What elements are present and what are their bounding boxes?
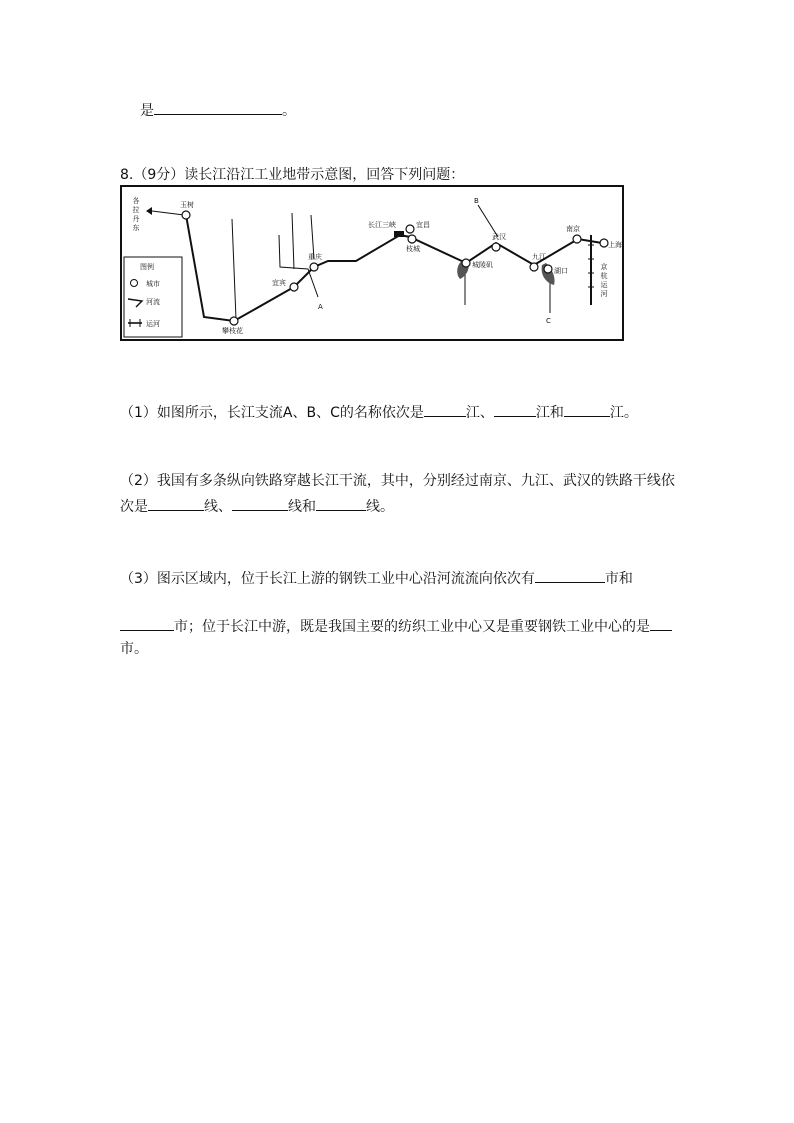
prev-answer-blank[interactable] xyxy=(154,100,282,115)
q1-blank-b[interactable] xyxy=(494,402,536,417)
q2-blank-nanjing[interactable] xyxy=(148,496,204,511)
city-wuhan-marker xyxy=(492,243,500,251)
prev-suffix: 。 xyxy=(282,103,296,119)
question-title: 8.（9分）读长江沿江工业地带示意图，回答下列问题： xyxy=(120,167,465,183)
q1-text-3: 江和 xyxy=(535,405,564,421)
label-yichang: 宜昌 xyxy=(416,221,430,229)
map-drawing xyxy=(122,187,622,339)
label-panzhihua: 攀枝花 xyxy=(222,327,243,335)
label-gela: 各拉丹东 xyxy=(132,197,140,233)
q3-line-2 xyxy=(120,616,672,636)
city-hukou-marker xyxy=(544,265,552,273)
q3-text-1: （3）图示区域内，位于长江上游的钢铁工业中心沿河流流向依次有 xyxy=(120,571,535,587)
legend-title: 图例 xyxy=(140,263,154,271)
q3-blank-3[interactable] xyxy=(650,616,672,631)
yangtze-main-river xyxy=(186,215,602,321)
sanxia-dam-icon xyxy=(394,231,404,237)
q1-blank-c[interactable] xyxy=(564,402,610,417)
city-jiujiang-marker xyxy=(530,263,538,271)
q2-line-1: （2）我国有多条纵向铁路穿越长江干流，其中，分别经过南京、九江、武汉的铁路干线依 xyxy=(120,473,675,489)
label-yibin: 宜宾 xyxy=(272,279,286,287)
prev-prefix: 是 xyxy=(140,103,154,119)
label-hukou: 湖口 xyxy=(554,267,568,275)
q1-text-2: 江、 xyxy=(465,405,494,421)
label-zhicheng: 枝城 xyxy=(406,245,420,253)
city-zhicheng-marker xyxy=(408,235,416,243)
q1-text-4: 江。 xyxy=(609,405,638,421)
yangtze-industrial-belt-map xyxy=(120,185,624,341)
q2-text-4: 线。 xyxy=(366,499,394,515)
q3-text-3: 市；位于长江中游，既是我国主要的纺织工业中心又是重要钢铁工业中心的是 xyxy=(174,619,650,635)
label-tributary-C: C xyxy=(546,317,551,325)
label-canal: 京杭运河 xyxy=(600,263,608,299)
source-line xyxy=(152,211,184,215)
city-shanghai-marker xyxy=(600,239,608,247)
legend-city-label: 城市 xyxy=(146,280,160,288)
city-nanjing-marker xyxy=(573,235,581,243)
label-wuhan: 武汉 xyxy=(492,233,506,241)
q3-blank-1[interactable] xyxy=(535,568,605,583)
q3-text-2: 市和 xyxy=(604,571,633,587)
city-chongqing-marker xyxy=(310,263,318,271)
label-chongqing: 重庆 xyxy=(308,253,322,261)
legend-canal-label: 运河 xyxy=(146,320,160,328)
source-triangle-icon xyxy=(146,207,152,215)
label-sanxia: 长江三峡 xyxy=(368,221,396,229)
q2-text-1: 次是 xyxy=(120,499,148,515)
q3-text-4: 市。 xyxy=(120,641,148,657)
label-jiujiang: 九江 xyxy=(532,253,546,261)
q2-text-2: 线、 xyxy=(204,499,232,515)
tributary-minjiang xyxy=(292,213,294,269)
prev-answer-line xyxy=(140,100,296,120)
q1-line xyxy=(120,402,638,422)
city-yichang-marker xyxy=(406,225,414,233)
q3-line-1 xyxy=(120,568,633,588)
city-yibin-marker xyxy=(290,283,298,291)
label-yushu: 玉树 xyxy=(180,201,194,209)
label-shanghai: 上海 xyxy=(608,241,622,249)
q3-line-3 xyxy=(120,640,148,658)
q2-blank-jiujiang[interactable] xyxy=(232,496,288,511)
label-chenglingji: 城陵矶 xyxy=(472,261,493,269)
q2-text-3: 线和 xyxy=(288,499,316,515)
city-chenglingji-marker xyxy=(462,259,470,267)
label-tributary-A: A xyxy=(318,303,323,311)
label-nanjing: 南京 xyxy=(566,225,580,233)
label-tributary-B: B xyxy=(474,197,479,205)
q2-blank-wuhan[interactable] xyxy=(316,496,366,511)
q1-text-1: （1）如图所示，长江支流A、B、C的名称依次是 xyxy=(120,405,424,421)
city-yushu-marker xyxy=(182,211,190,219)
legend-city-icon xyxy=(131,280,138,287)
q1-blank-a[interactable] xyxy=(424,402,466,417)
q2-line-2 xyxy=(120,496,394,516)
tributary-panzhihua xyxy=(232,219,236,319)
legend-river-label: 河流 xyxy=(146,298,160,306)
city-panzhihua-marker xyxy=(230,317,238,325)
q3-blank-2[interactable] xyxy=(120,616,174,631)
